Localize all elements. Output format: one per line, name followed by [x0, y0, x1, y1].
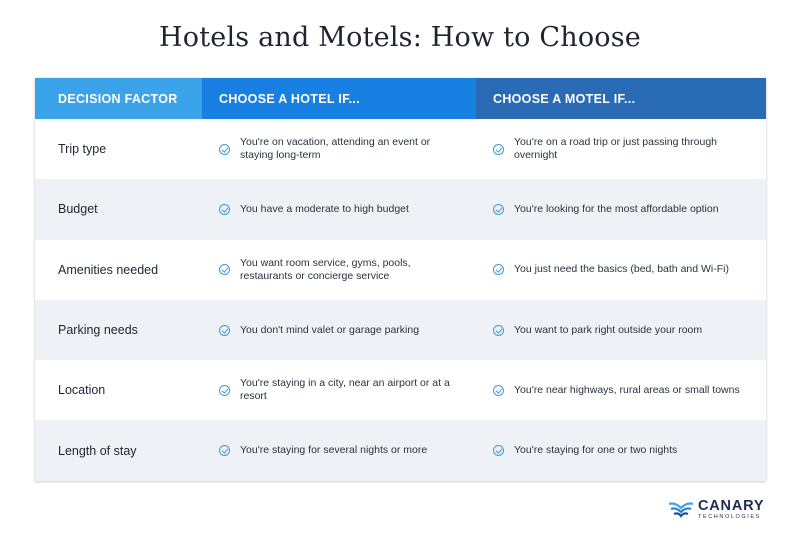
check-circle-icon — [493, 144, 504, 155]
check-circle-icon — [219, 264, 230, 275]
table-row — [35, 300, 766, 360]
table-row — [35, 240, 766, 300]
hotel-text: You have a moderate to high budget — [240, 202, 409, 215]
motel-cell — [476, 179, 766, 239]
check-circle-icon — [493, 385, 504, 396]
hotel-text: You want room service, gyms, pools, restaurants or concierge service — [240, 256, 411, 282]
table-row — [35, 420, 766, 480]
motel-cell — [476, 119, 766, 179]
page-title: Hotels and Motels: How to Choose — [159, 22, 641, 53]
motel-text: You just need the basics (bed, bath and Wi-Fi) — [514, 263, 729, 276]
check-circle-icon — [493, 445, 504, 456]
logo-name: CANARY — [698, 498, 765, 514]
hotel-cell — [202, 240, 476, 300]
factor-cell: Trip type — [58, 142, 107, 157]
header-choose-motel: CHOOSE A MOTEL IF... — [476, 78, 766, 119]
motel-text: You're looking for the most affordable option — [514, 202, 719, 215]
logo-text — [698, 499, 764, 521]
motel-text: You want to park right outside your room — [514, 323, 703, 336]
motel-text: You're on a road trip or just passing through overnight — [514, 136, 717, 162]
factor-cell: Length of stay — [58, 443, 137, 458]
factor-cell: Amenities needed — [58, 262, 159, 277]
header-decision-factor: DECISION FACTOR — [35, 78, 202, 119]
check-circle-icon — [219, 385, 230, 396]
table-row — [35, 179, 766, 239]
check-circle-icon — [219, 325, 230, 336]
check-circle-icon — [493, 204, 504, 215]
hotel-cell — [202, 179, 476, 239]
table-row — [35, 360, 766, 420]
comparison-table — [35, 78, 766, 481]
check-circle-icon — [219, 445, 230, 456]
header-choose-hotel: CHOOSE A HOTEL IF... — [202, 78, 476, 119]
check-circle-icon — [219, 204, 230, 215]
factor-cell: Parking needs — [58, 323, 138, 338]
hotel-text: You're on vacation, attending an event or staying long-term — [240, 136, 431, 162]
hotel-cell — [202, 360, 476, 420]
motel-cell — [476, 300, 766, 360]
motel-cell — [476, 420, 766, 480]
canary-logo — [668, 499, 764, 521]
hotel-cell — [202, 300, 476, 360]
hotel-text: You don't mind valet or garage parking — [240, 323, 420, 336]
motel-cell — [476, 360, 766, 420]
table-row — [35, 119, 766, 179]
motel-cell — [476, 240, 766, 300]
hotel-text: You're staying in a city, near an airport or at a resort — [240, 377, 450, 403]
hotel-cell — [202, 119, 476, 179]
table-header-row — [35, 78, 766, 119]
check-circle-icon — [493, 264, 504, 275]
check-circle-icon — [493, 325, 504, 336]
check-circle-icon — [219, 144, 230, 155]
hotel-text: You're staying for several nights or more — [240, 444, 428, 457]
logo-tagline: TECHNOLOGIES — [698, 514, 761, 520]
factor-cell: Location — [58, 383, 106, 398]
motel-text: You're staying for one or two nights — [514, 444, 678, 457]
factor-cell: Budget — [58, 202, 98, 217]
canary-wing-icon — [668, 499, 694, 521]
motel-text: You're near highways, rural areas or small towns — [514, 383, 740, 396]
hotel-cell — [202, 420, 476, 480]
